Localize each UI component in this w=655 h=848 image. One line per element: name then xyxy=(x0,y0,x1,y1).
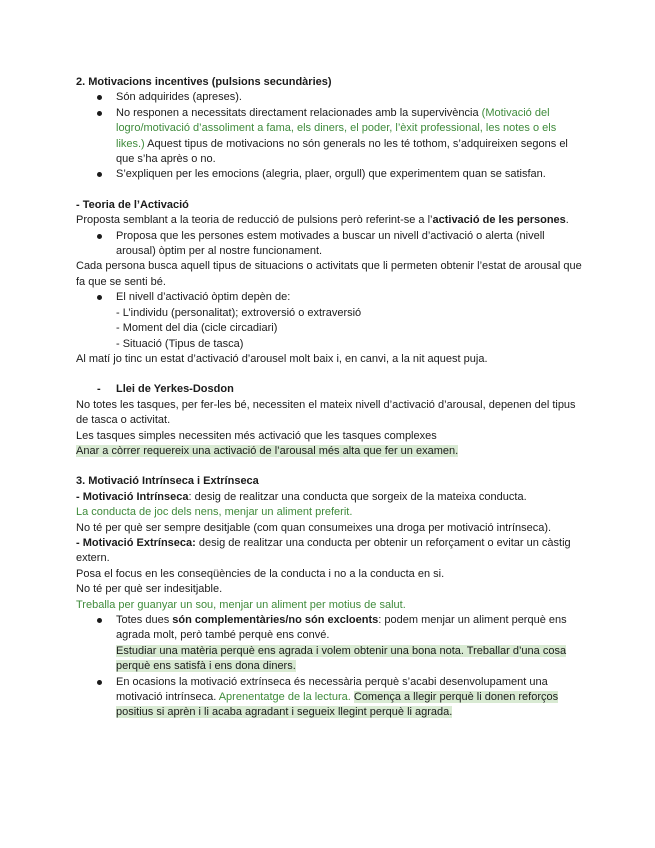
list-item: S’expliquen per les emocions (alegria, plaer, orgull) que experimentem quan se satisfan. xyxy=(76,167,586,182)
document-content xyxy=(76,75,586,721)
bullet-list xyxy=(76,290,586,305)
list-item: No responen a necessitats directament relacionades amb la supervivència (Motivació del logro/motivació d’assoliment a fama, els diners, el poder, l’èxit professional, les notes o els likes.) Aquest tipus de motivacions no són generals no les té tothom, s’adquireixen segons el que s’ha après o no. xyxy=(76,106,586,168)
sub-item: - L’individu (personalitat); extroversió o extraversió xyxy=(116,306,362,319)
subsection-heading: - Teoria de l’Activació xyxy=(76,198,189,211)
list-item: Proposa que les persones estem motivades a buscar un nivell d’activació o alerta (nivell arousal) òptim per al nostre funcionament. xyxy=(76,229,586,260)
example-text: Treballa per guanyar un sou, menjar un aliment per motius de salut. xyxy=(76,598,406,611)
bullet-list xyxy=(76,90,586,182)
example-text: La conducta de joc dels nens, menjar un aliment preferit. xyxy=(76,506,353,519)
paragraph: Proposta semblant a la teoria de reducció de pulsions però referint-se a l’activació de les persones. xyxy=(76,214,569,227)
highlighted-example: Comença a llegir perquè li donen reforços positius si aprèn i li acaba agradant i segueix llegint perquè li agrada. xyxy=(116,691,559,719)
highlighted-example: Anar a còrrer requereix una activació de l’arousal més alta que fer un examen. xyxy=(76,444,459,457)
paragraph: Al matí jo tinc un estat d’activació d’arousel molt baix i, en canvi, a la nit aquest puja. xyxy=(76,352,488,365)
section-heading: 3. Motivació Intrínseca i Extrínseca xyxy=(76,475,259,488)
section-heading: 2. Motivacions incentives (pulsions secundàries) xyxy=(76,76,332,88)
paragraph: Cada persona busca aquell tipus de situacions o activitats que li permeten obtenir l’estat de arousal que fa que se senti bé. xyxy=(76,260,582,288)
subsection-heading: - Llei de Yerkes-Dosdon xyxy=(97,383,234,396)
paragraph: No té per què ser sempre desitjable (com quan consumeixes una droga per motivació intrínseca). xyxy=(76,521,552,534)
paragraph: Posa el focus en les conseqüències de la conducta i no a la conducta en si. xyxy=(76,567,445,580)
sub-item: - Situació (Tipus de tasca) xyxy=(116,337,244,350)
paragraph: - Motivació Intrínseca: desig de realitzar una conducta que sorgeix de la mateixa conducta. xyxy=(76,490,527,503)
bullet-list xyxy=(76,229,586,260)
list-item: Totes dues són complementàries/no són excloents: podem menjar un aliment perquè ens agrada molt, però també perquè ens convé. Estudiar una matèria perquè ens agrada i volem obtenir una bona nota. Treballar d’una cosa perquè ens satisfà i ens dona diners. xyxy=(76,613,586,675)
paragraph: - Motivació Extrínseca: desig de realitzar una conducta per obtenir un reforçament o evitar un càstig extern. xyxy=(76,536,571,565)
list-item: Són adquirides (apreses). xyxy=(76,90,586,105)
list-item: El nivell d’activació òptim depèn de: xyxy=(76,290,586,305)
sub-item: - Moment del dia (cicle circadiari) xyxy=(116,322,278,335)
paragraph: No totes les tasques, per fer-les bé, necessiten el mateix nivell d’activació d’arousal, depenen del tipus de tasca o activitat. xyxy=(76,398,576,427)
example-text: Aprenentatge de la lectura. xyxy=(218,691,351,704)
example-text: (Motivació del logro/motivació d’assoliment a fama, els diners, el poder, l’èxit professional, les notes o els likes.) xyxy=(116,106,557,150)
bullet-list xyxy=(76,613,586,721)
paragraph: No té per què ser indesitjable. xyxy=(76,583,223,596)
list-item: En ocasions la motivació extrínseca és necessària perquè s’acabi desenvolupament una motivació intrínseca. Aprenentatge de la lectura. Comença a llegir perquè li donen reforços positius si aprèn i li acaba agradant i segueix llegint perquè li agrada. xyxy=(76,675,586,721)
paragraph: Les tasques simples necessiten més activació que les tasques complexes xyxy=(76,429,437,442)
highlighted-example: Estudiar una matèria perquè ens agrada i volem obtenir una bona nota. Treballar d’una cosa perquè ens satisfà i ens dona diners. xyxy=(116,644,567,673)
